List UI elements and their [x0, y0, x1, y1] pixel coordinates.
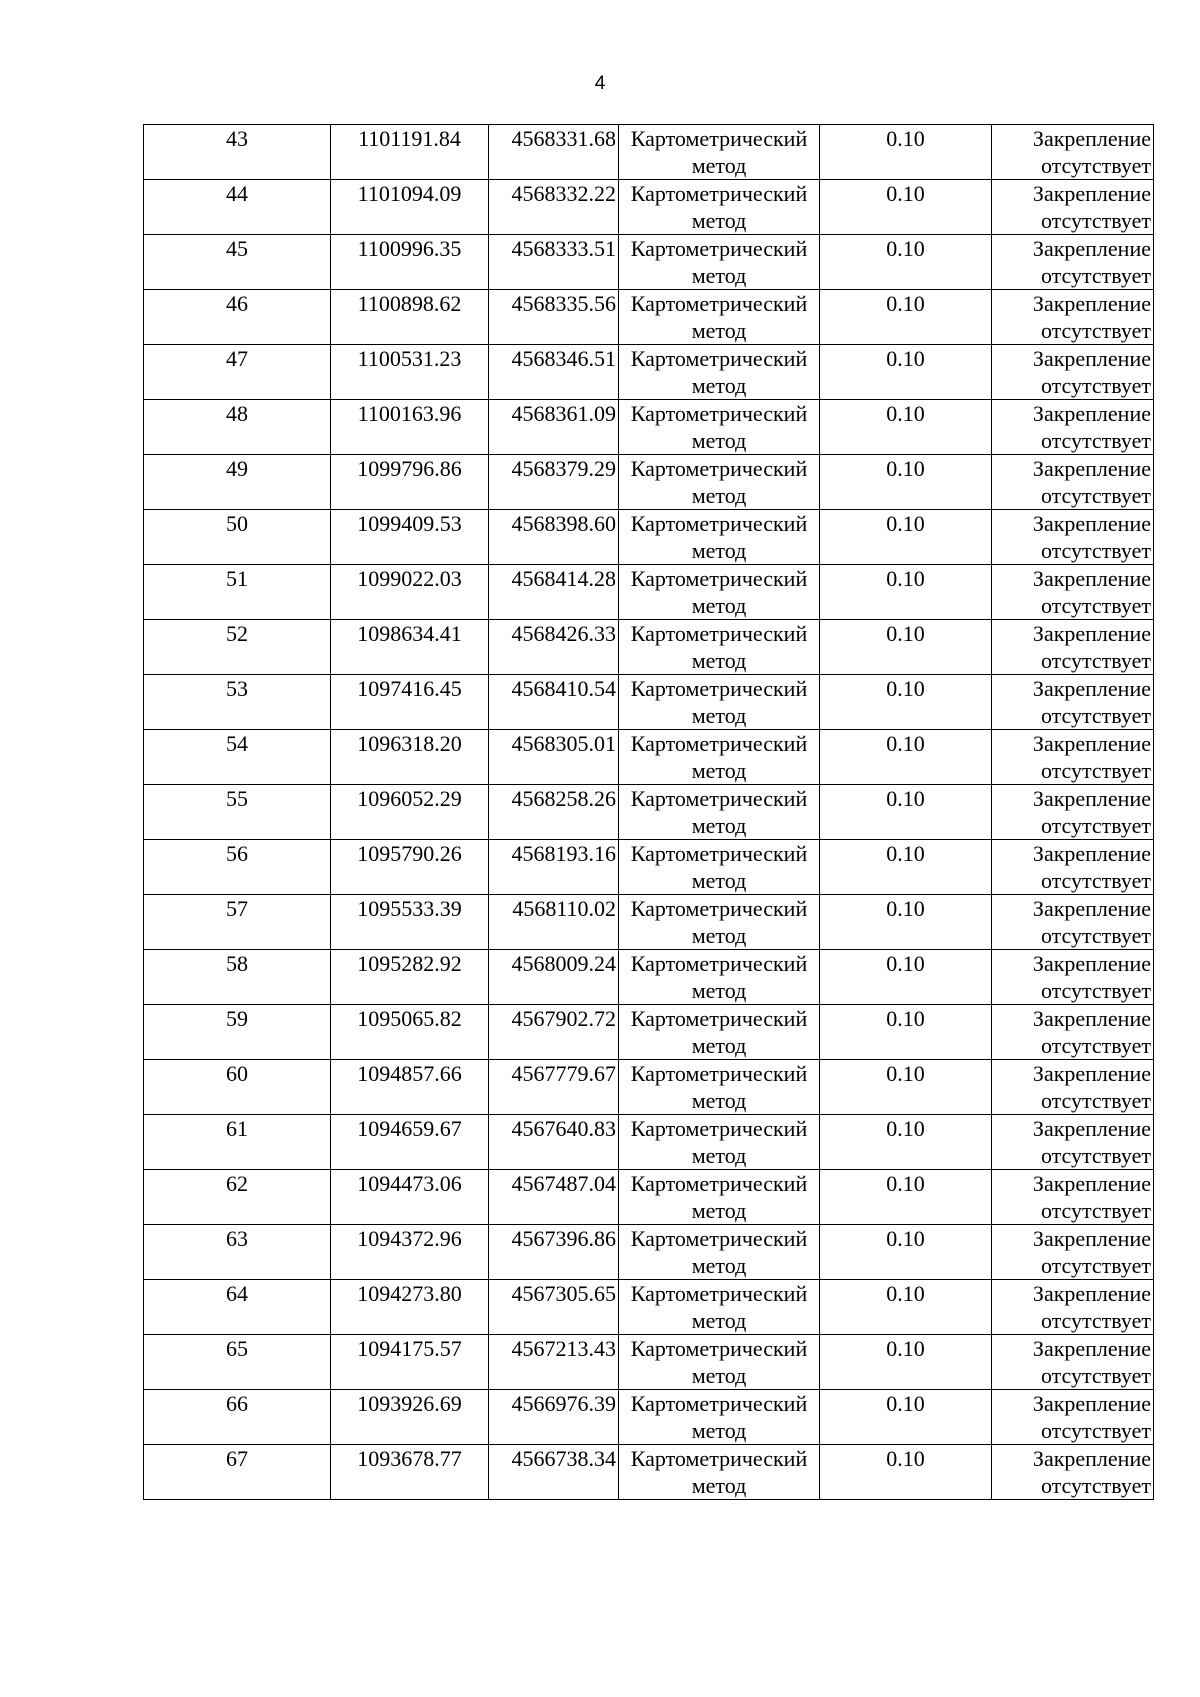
y-coordinate-cell: 4568331.68	[489, 125, 619, 180]
table-row	[144, 840, 1154, 895]
method-cell: Картометрический метод	[619, 675, 820, 730]
y-coordinate-cell: 4567213.43	[489, 1335, 619, 1390]
table-row	[144, 400, 1154, 455]
x-coordinate-cell: 1101094.09	[331, 180, 489, 235]
fixing-cell: Закрепление отсутствует	[992, 290, 1154, 345]
method-cell: Картометрический метод	[619, 1005, 820, 1060]
y-coordinate-cell: 4568398.60	[489, 510, 619, 565]
x-coordinate-cell: 1100898.62	[331, 290, 489, 345]
table-row	[144, 1280, 1154, 1335]
method-cell: Картометрический метод	[619, 400, 820, 455]
x-coordinate-cell: 1093926.69	[331, 1390, 489, 1445]
y-coordinate-cell: 4568379.29	[489, 455, 619, 510]
method-cell: Картометрический метод	[619, 180, 820, 235]
y-coordinate-cell: 4568333.51	[489, 235, 619, 290]
x-coordinate-cell: 1095790.26	[331, 840, 489, 895]
fixing-cell: Закрепление отсутствует	[992, 1390, 1154, 1445]
point-number-cell: 50	[144, 510, 331, 565]
point-number-cell: 49	[144, 455, 331, 510]
method-cell: Картометрический метод	[619, 1115, 820, 1170]
method-cell: Картометрический метод	[619, 1170, 820, 1225]
point-number-cell: 45	[144, 235, 331, 290]
fixing-cell: Закрепление отсутствует	[992, 1005, 1154, 1060]
point-number-cell: 53	[144, 675, 331, 730]
x-coordinate-cell: 1099022.03	[331, 565, 489, 620]
fixing-cell: Закрепление отсутствует	[992, 510, 1154, 565]
x-coordinate-cell: 1094659.67	[331, 1115, 489, 1170]
y-coordinate-cell: 4568361.09	[489, 400, 619, 455]
point-number-cell: 64	[144, 1280, 331, 1335]
fixing-cell: Закрепление отсутствует	[992, 620, 1154, 675]
point-number-cell: 48	[144, 400, 331, 455]
y-coordinate-cell: 4568410.54	[489, 675, 619, 730]
y-coordinate-cell: 4566976.39	[489, 1390, 619, 1445]
x-coordinate-cell: 1097416.45	[331, 675, 489, 730]
method-cell: Картометрический метод	[619, 1225, 820, 1280]
table-row	[144, 1060, 1154, 1115]
accuracy-cell: 0.10	[820, 1060, 992, 1115]
point-number-cell: 47	[144, 345, 331, 400]
table-row	[144, 730, 1154, 785]
fixing-cell: Закрепление отсутствует	[992, 1060, 1154, 1115]
x-coordinate-cell: 1095065.82	[331, 1005, 489, 1060]
point-number-cell: 43	[144, 125, 331, 180]
fixing-cell: Закрепление отсутствует	[992, 840, 1154, 895]
accuracy-cell: 0.10	[820, 1005, 992, 1060]
accuracy-cell: 0.10	[820, 565, 992, 620]
table-row	[144, 1005, 1154, 1060]
accuracy-cell: 0.10	[820, 950, 992, 1005]
x-coordinate-cell: 1093678.77	[331, 1445, 489, 1500]
accuracy-cell: 0.10	[820, 1170, 992, 1225]
point-number-cell: 60	[144, 1060, 331, 1115]
x-coordinate-cell: 1096052.29	[331, 785, 489, 840]
point-number-cell: 59	[144, 1005, 331, 1060]
accuracy-cell: 0.10	[820, 1115, 992, 1170]
accuracy-cell: 0.10	[820, 1445, 992, 1500]
fixing-cell: Закрепление отсутствует	[992, 1115, 1154, 1170]
x-coordinate-cell: 1100531.23	[331, 345, 489, 400]
x-coordinate-cell: 1094175.57	[331, 1335, 489, 1390]
accuracy-cell: 0.10	[820, 235, 992, 290]
method-cell: Картометрический метод	[619, 840, 820, 895]
x-coordinate-cell: 1094473.06	[331, 1170, 489, 1225]
point-number-cell: 58	[144, 950, 331, 1005]
x-coordinate-cell: 1095533.39	[331, 895, 489, 950]
fixing-cell: Закрепление отсутствует	[992, 950, 1154, 1005]
point-number-cell: 44	[144, 180, 331, 235]
y-coordinate-cell: 4568258.26	[489, 785, 619, 840]
fixing-cell: Закрепление отсутствует	[992, 345, 1154, 400]
method-cell: Картометрический метод	[619, 1335, 820, 1390]
y-coordinate-cell: 4568305.01	[489, 730, 619, 785]
method-cell: Картометрический метод	[619, 1445, 820, 1500]
accuracy-cell: 0.10	[820, 675, 992, 730]
method-cell: Картометрический метод	[619, 510, 820, 565]
x-coordinate-cell: 1096318.20	[331, 730, 489, 785]
y-coordinate-cell: 4568009.24	[489, 950, 619, 1005]
method-cell: Картометрический метод	[619, 620, 820, 675]
coordinates-table	[143, 124, 1154, 1500]
x-coordinate-cell: 1101191.84	[331, 125, 489, 180]
accuracy-cell: 0.10	[820, 180, 992, 235]
method-cell: Картометрический метод	[619, 730, 820, 785]
accuracy-cell: 0.10	[820, 125, 992, 180]
fixing-cell: Закрепление отсутствует	[992, 1280, 1154, 1335]
x-coordinate-cell: 1094372.96	[331, 1225, 489, 1280]
point-number-cell: 56	[144, 840, 331, 895]
point-number-cell: 67	[144, 1445, 331, 1500]
accuracy-cell: 0.10	[820, 1335, 992, 1390]
fixing-cell: Закрепление отсутствует	[992, 675, 1154, 730]
y-coordinate-cell: 4568346.51	[489, 345, 619, 400]
table-row	[144, 180, 1154, 235]
fixing-cell: Закрепление отсутствует	[992, 125, 1154, 180]
accuracy-cell: 0.10	[820, 1390, 992, 1445]
method-cell: Картометрический метод	[619, 1390, 820, 1445]
fixing-cell: Закрепление отсутствует	[992, 565, 1154, 620]
table-row	[144, 895, 1154, 950]
fixing-cell: Закрепление отсутствует	[992, 730, 1154, 785]
x-coordinate-cell: 1099796.86	[331, 455, 489, 510]
table-row	[144, 290, 1154, 345]
accuracy-cell: 0.10	[820, 345, 992, 400]
point-number-cell: 54	[144, 730, 331, 785]
y-coordinate-cell: 4567640.83	[489, 1115, 619, 1170]
table-row	[144, 235, 1154, 290]
x-coordinate-cell: 1095282.92	[331, 950, 489, 1005]
table-row	[144, 565, 1154, 620]
accuracy-cell: 0.10	[820, 400, 992, 455]
y-coordinate-cell: 4568193.16	[489, 840, 619, 895]
y-coordinate-cell: 4568335.56	[489, 290, 619, 345]
method-cell: Картометрический метод	[619, 950, 820, 1005]
table-row	[144, 1335, 1154, 1390]
x-coordinate-cell: 1094857.66	[331, 1060, 489, 1115]
table-row	[144, 125, 1154, 180]
method-cell: Картометрический метод	[619, 455, 820, 510]
y-coordinate-cell: 4567779.67	[489, 1060, 619, 1115]
fixing-cell: Закрепление отсутствует	[992, 1170, 1154, 1225]
fixing-cell: Закрепление отсутствует	[992, 785, 1154, 840]
y-coordinate-cell: 4568414.28	[489, 565, 619, 620]
page-number: 4	[594, 73, 606, 94]
y-coordinate-cell: 4567396.86	[489, 1225, 619, 1280]
y-coordinate-cell: 4567902.72	[489, 1005, 619, 1060]
accuracy-cell: 0.10	[820, 840, 992, 895]
fixing-cell: Закрепление отсутствует	[992, 235, 1154, 290]
accuracy-cell: 0.10	[820, 1280, 992, 1335]
x-coordinate-cell: 1100996.35	[331, 235, 489, 290]
method-cell: Картометрический метод	[619, 785, 820, 840]
accuracy-cell: 0.10	[820, 620, 992, 675]
y-coordinate-cell: 4567487.04	[489, 1170, 619, 1225]
table-row	[144, 620, 1154, 675]
table-row	[144, 455, 1154, 510]
fixing-cell: Закрепление отсутствует	[992, 1335, 1154, 1390]
table-row	[144, 1170, 1154, 1225]
method-cell: Картометрический метод	[619, 895, 820, 950]
method-cell: Картометрический метод	[619, 290, 820, 345]
table-row	[144, 950, 1154, 1005]
table-row	[144, 1225, 1154, 1280]
method-cell: Картометрический метод	[619, 125, 820, 180]
method-cell: Картометрический метод	[619, 235, 820, 290]
table-row	[144, 675, 1154, 730]
fixing-cell: Закрепление отсутствует	[992, 895, 1154, 950]
coordinates-table-body	[144, 125, 1154, 1500]
accuracy-cell: 0.10	[820, 455, 992, 510]
fixing-cell: Закрепление отсутствует	[992, 1445, 1154, 1500]
x-coordinate-cell: 1094273.80	[331, 1280, 489, 1335]
fixing-cell: Закрепление отсутствует	[992, 455, 1154, 510]
point-number-cell: 52	[144, 620, 331, 675]
y-coordinate-cell: 4568332.22	[489, 180, 619, 235]
y-coordinate-cell: 4567305.65	[489, 1280, 619, 1335]
point-number-cell: 57	[144, 895, 331, 950]
accuracy-cell: 0.10	[820, 730, 992, 785]
fixing-cell: Закрепление отсутствует	[992, 400, 1154, 455]
point-number-cell: 66	[144, 1390, 331, 1445]
table-row	[144, 785, 1154, 840]
fixing-cell: Закрепление отсутствует	[992, 180, 1154, 235]
x-coordinate-cell: 1100163.96	[331, 400, 489, 455]
accuracy-cell: 0.10	[820, 290, 992, 345]
y-coordinate-cell: 4568110.02	[489, 895, 619, 950]
table-row	[144, 510, 1154, 565]
table-row	[144, 1445, 1154, 1500]
table-row	[144, 345, 1154, 400]
accuracy-cell: 0.10	[820, 510, 992, 565]
accuracy-cell: 0.10	[820, 895, 992, 950]
method-cell: Картометрический метод	[619, 345, 820, 400]
point-number-cell: 55	[144, 785, 331, 840]
point-number-cell: 62	[144, 1170, 331, 1225]
accuracy-cell: 0.10	[820, 785, 992, 840]
accuracy-cell: 0.10	[820, 1225, 992, 1280]
method-cell: Картометрический метод	[619, 565, 820, 620]
point-number-cell: 51	[144, 565, 331, 620]
point-number-cell: 46	[144, 290, 331, 345]
y-coordinate-cell: 4568426.33	[489, 620, 619, 675]
method-cell: Картометрический метод	[619, 1060, 820, 1115]
point-number-cell: 63	[144, 1225, 331, 1280]
x-coordinate-cell: 1098634.41	[331, 620, 489, 675]
fixing-cell: Закрепление отсутствует	[992, 1225, 1154, 1280]
y-coordinate-cell: 4566738.34	[489, 1445, 619, 1500]
table-row	[144, 1390, 1154, 1445]
table-row	[144, 1115, 1154, 1170]
point-number-cell: 65	[144, 1335, 331, 1390]
point-number-cell: 61	[144, 1115, 331, 1170]
x-coordinate-cell: 1099409.53	[331, 510, 489, 565]
method-cell: Картометрический метод	[619, 1280, 820, 1335]
